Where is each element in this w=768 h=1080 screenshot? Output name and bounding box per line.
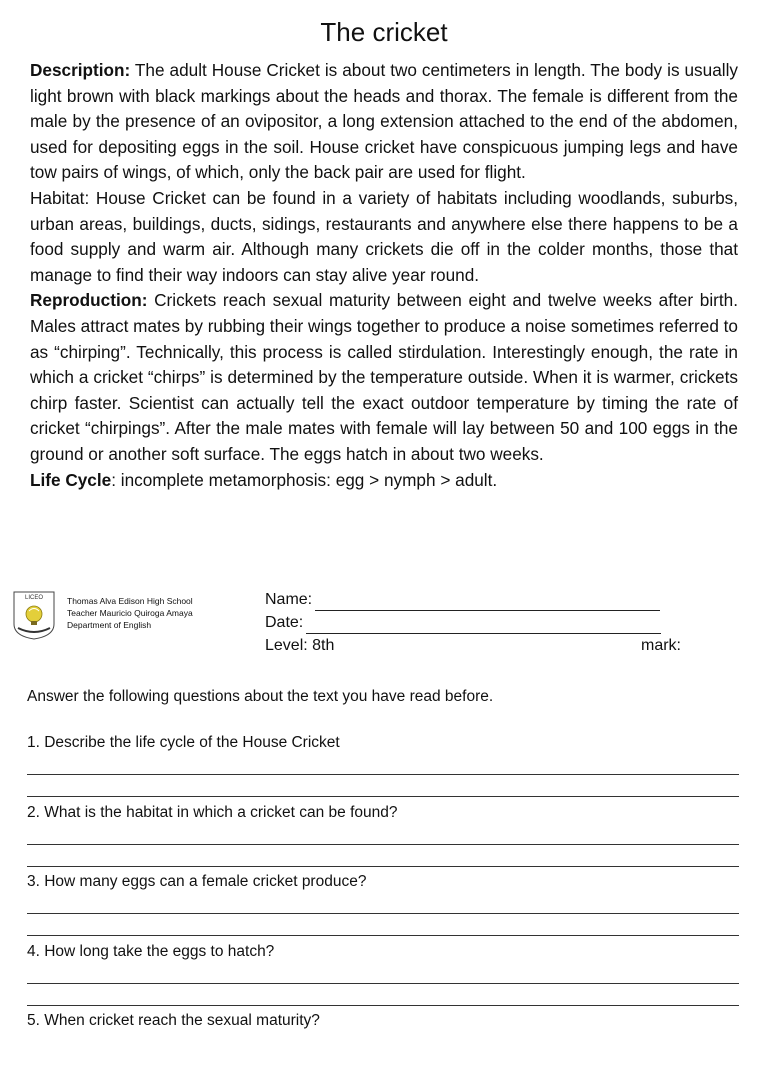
- date-row: [265, 611, 661, 634]
- question-item: [27, 871, 739, 941]
- date-field[interactable]: [306, 616, 661, 634]
- habitat-paragraph: Habitat: House Cricket can be found in a variety of habitats including woodlands, suburbs, urban areas, buildings, ducts, sidings, restaurants and anywhere else there happens to be a food supply and warm air. Although many crickets die off in the colder months, those that manage to find their way indoors can stay alive year round.: [30, 187, 738, 285]
- level-label: Level: 8th: [265, 637, 335, 654]
- school-name: Thomas Alva Edison High School: [67, 596, 193, 606]
- teacher-name: Teacher Mauricio Quiroga Amaya: [67, 608, 193, 618]
- question-text: 5. When cricket reach the sexual maturity?: [27, 1012, 320, 1029]
- date-label: Date:: [265, 614, 304, 631]
- instructions: Answer the following questions about the text you have read before.: [27, 688, 494, 705]
- mark-label: mark:: [641, 637, 681, 654]
- reading-text: [30, 58, 738, 493]
- question-item: [27, 802, 739, 872]
- question-item: [27, 941, 739, 1011]
- reproduction-text: Crickets reach sexual maturity between eight and twelve weeks after birth. Males attract mates by rubbing their wings together to produce a noise sometimes referred to as “chirping”. Technically, this process is called stirdulation. Interestingly enough, the rate in which a cricket “chirps” is determined by the temperature outside. When it is warmer, crickets chirp faster. Scientist can actually tell the exact outdoor temperature by timing the rate of cricket “chirpings”. After the male mates with female will lay between 50 and 100 eggs in the ground or another soft surface. The eggs hatch in about two weeks.: [30, 290, 738, 464]
- lifecycle-label: Life Cycle: [30, 469, 112, 490]
- question-item: [27, 1010, 739, 1080]
- answer-line[interactable]: [27, 796, 739, 797]
- description-label: Description:: [30, 60, 131, 80]
- answer-line[interactable]: [27, 774, 739, 775]
- page-title: The cricket: [320, 17, 448, 47]
- department-name: Department of English: [67, 620, 152, 630]
- answer-line[interactable]: [27, 844, 739, 845]
- name-row: [265, 588, 661, 611]
- answer-line[interactable]: [27, 866, 739, 867]
- answer-line[interactable]: [27, 983, 739, 984]
- name-field[interactable]: [315, 593, 660, 611]
- lifecycle-text: : incomplete metamorphosis: egg > nymph > adult.: [111, 469, 498, 490]
- reproduction-paragraph: [30, 288, 738, 467]
- answer-line[interactable]: [27, 1005, 739, 1006]
- reproduction-label: Reproduction:: [30, 290, 148, 311]
- question-text: 4. How long take the eggs to hatch?: [27, 942, 275, 960]
- question-list: [27, 732, 739, 1080]
- school-info: [67, 595, 193, 631]
- level-row: [265, 634, 661, 657]
- student-header: [12, 588, 752, 668]
- question-text: 2. What is the habitat in which a cricket can be found?: [27, 803, 398, 821]
- lifecycle-paragraph: [30, 468, 738, 494]
- description-paragraph: [30, 58, 738, 186]
- school-logo: [12, 590, 56, 640]
- question-text: 3. How many eggs can a female cricket produce?: [27, 873, 367, 890]
- logo-text: LICEO: [24, 595, 44, 601]
- answer-line[interactable]: [27, 935, 739, 936]
- description-text: The adult House Cricket is about two centimeters in length. The body is usually light brown with black markings about the heads and thorax. The female is different from the male by the presence of an ovipositor, a long extension attached to the end of the abdomen, used for depositing eggs in the soil. House cricket have conspicuous jumping legs and have tow pairs of wings, of which, only the back pair are used for flight.: [30, 60, 738, 183]
- name-label: Name:: [265, 591, 313, 608]
- student-fields: [265, 588, 661, 657]
- answer-line[interactable]: [27, 913, 739, 914]
- question-text: 1. Describe the life cycle of the House Cricket: [27, 734, 340, 751]
- question-item: [27, 732, 739, 802]
